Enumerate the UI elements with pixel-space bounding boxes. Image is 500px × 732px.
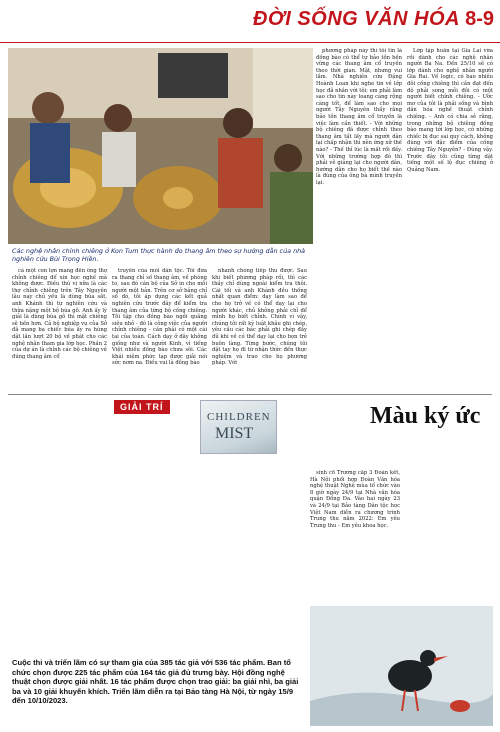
article-column-4 (316, 48, 402, 390)
sidebar-text (310, 470, 400, 620)
article-paragraph: nhanh chóng tiếp thu được. Sau khi biết phương pháp rồi, thì các thầy chỉ dùng ngoài kiểm tra thôi. Cái tối và anh Khánh đều thống nhất quan điểm: dạy làm sao để cho họ trở về có thể dạy lại cho người khác, chủ không phải chỉ để mình họ biết chỉnh. Chính vì vậy, chúng tôi rất kỹ luật khâu ghi chép, yêu cầu các bác phải ghi chép đầy đủ khi về có thể dạy lại cho bọn trẻ buôn làng. Từng bước, chúng tôi dặt tay họ đi từ nhận thức đến thực nghiệm và trao cho họ phương pháp. Với (212, 268, 307, 367)
book-title-line2: MIST (215, 425, 254, 442)
article-paragraph: truyền của mỗi dân tộc. Tôi đưa ra thang chỉ số thang âm, về phòng to, sau đó cán bộ của Sở in cho mỗi người một bản. Trên cơ sở bảng chỉ số đó, tôi áp dụng các kết quả nghiên cứu trước đây để kiểm tra thang âm của từng bộ cồng chiêng. Tôi tập cho đồng bào ngồi quãng siêu nhỏ - đó là công việc của người chỉnh chiêng - cần phải có một cái tai của toán. Cách dạy ở đây không giống như và người Kinh, vì tiếng Việt nhiều đồng bào chưa sõi. Các khái niệm phức tạp được giải nói sức nơm na. Điều vui là đồng bào (112, 268, 207, 367)
book-cover (200, 400, 277, 454)
main-photo (8, 48, 313, 244)
page-header (0, 0, 500, 43)
page-number: 8-9 (465, 8, 494, 30)
article-paragraph: Lớp tập huấn tại Gia Lai vừa rồi dành cho các nghệ nhân người Ba Na. Đến 25/10 sẽ có lớp dành cho nghệ nhân người Gia Rai. Về logic, có bao nhiêu đôi cồng chiêng thì cần đạt đến độ phải song mỗi đôi có một người biết chỉnh chiêng. - Ước mơ của tôi là phải sống và bình dân hóa nghề thuật chỉnh chiêng. - Anh có chia sẻ rằng, trong những bộ chiêng đồng bào mang tới lớp học, có những chiếc bị đục sai quy cách, không đúng với đặc điểm của cồng chiêng Tây Nguyên? - Đúng vậy. Trước đây tôi cũng từng dặt tiếng một số lộ đục chiêng ở Quảng Nam. (407, 48, 493, 173)
section-divider (8, 394, 492, 395)
main-photo-caption: Các nghệ nhân chỉnh chiêng ở Kon Tum thực hành đo thang âm theo sự hướng dẫn của nhà nghiên cứu Bùi Trọng Hiền. (12, 247, 306, 263)
bird-image (310, 606, 493, 726)
book-title-line1: CHILDREN (207, 411, 271, 423)
sidebar-title: Màu ký ức (370, 403, 481, 429)
article-paragraph: phương pháp này thì tôi tin là đồng bào có thể tự bảo tồn bền vững các thang âm cổ truyền theo thời gian. Mặt, nhưng vui lắm. Nhà nghiên cứu Đặng Hoành Loan khi nghe tin về lớp học đã nhắn với tôi: em phải làm sao cho tin này loang càng rộng càng tốt, để làm sao cho mọi người Tây Nguyên thấy rằng bảo tồn thang âm cổ truyền là việc làm cần thiết. - Với những bộ chiêng đã được chỉnh theo thang âm tất lấy mà người dân lại chấp nhận thì nên ứng xử thế nào? - Thế thì lúc là mất rồi đấy. Với những trường hợp đó thì phải vẽ giảng lại cho người dân, hướng dẫn cho họ biết thế nào là đúng của ông bà mình truyền lại. (316, 48, 402, 186)
sidebar-paragraph: sinh cổ Trường cấp 3 Đoàn kết, Hà Nội phối hợp Đoàn Văn hóa nghệ thuật Nghệ mùa tổ chức vào 8 giờ ngày 24/9 tại Nhà văn hóa quận Đống Đa. Vào hai ngày 23 và 24/9 tại Bảo tàng Dân tộc học Việt Nam diễn ra chương trình Trung thu năm 2022: Em yêu Trung thu - Em yêu khoa học. (310, 470, 400, 529)
section-tag: GIẢI TRÍ (114, 400, 170, 414)
bird-photo (310, 606, 493, 726)
article-column-1 (12, 268, 107, 390)
article-paragraph: cả một con lợn mang đến ông thợ chỉnh chiêng để xin học nghề mà không được. Điều thú vị nữa là các thợ chỉnh chiêng trên Tây Nguyên lâu nay chủ yếu là dùng búa sắt, anh Khánh thì tự nghiên cứu và thừa nặng một bộ búa gỗ. Anh ấy lý giải là dùng búa gỗ thì mặt chiêng sẽ bền hơn. Cả bộ nghiệp vụ của Sở đã mang ba chiếc búa ấy ra hùng dật lần lượt 20 bộ về phát cho các nghệ nhân tham gia lớp học. Phần 2 của dự án là chỉnh các bộ chiêng về đúng thang âm cổ (12, 268, 107, 360)
section-title: ĐỜI SỐNG VĂN HÓA (253, 8, 460, 30)
article-column-5 (407, 48, 493, 390)
article-column-3 (212, 268, 307, 390)
exhibit-summary: Cuộc thi và triển lãm có sự tham gia của 385 tác giả với 536 tác phẩm. Ban tổ chức chọn được 225 tác phẩm của 164 tác giả đủ trưng bày. Hội đồng nghệ thuật chọn được giải nhất. 16 tác phẩm được chọn trao giải: ba giải nhì, ba giải ba và 10 giải khuyến khích. Triển lãm diễn ra tại Bảo tàng Hà Nội, từ ngày 15/9 đến 10/10/2023. (12, 658, 299, 706)
gong-workshop-photo (8, 48, 313, 244)
article-column-2 (112, 268, 207, 390)
